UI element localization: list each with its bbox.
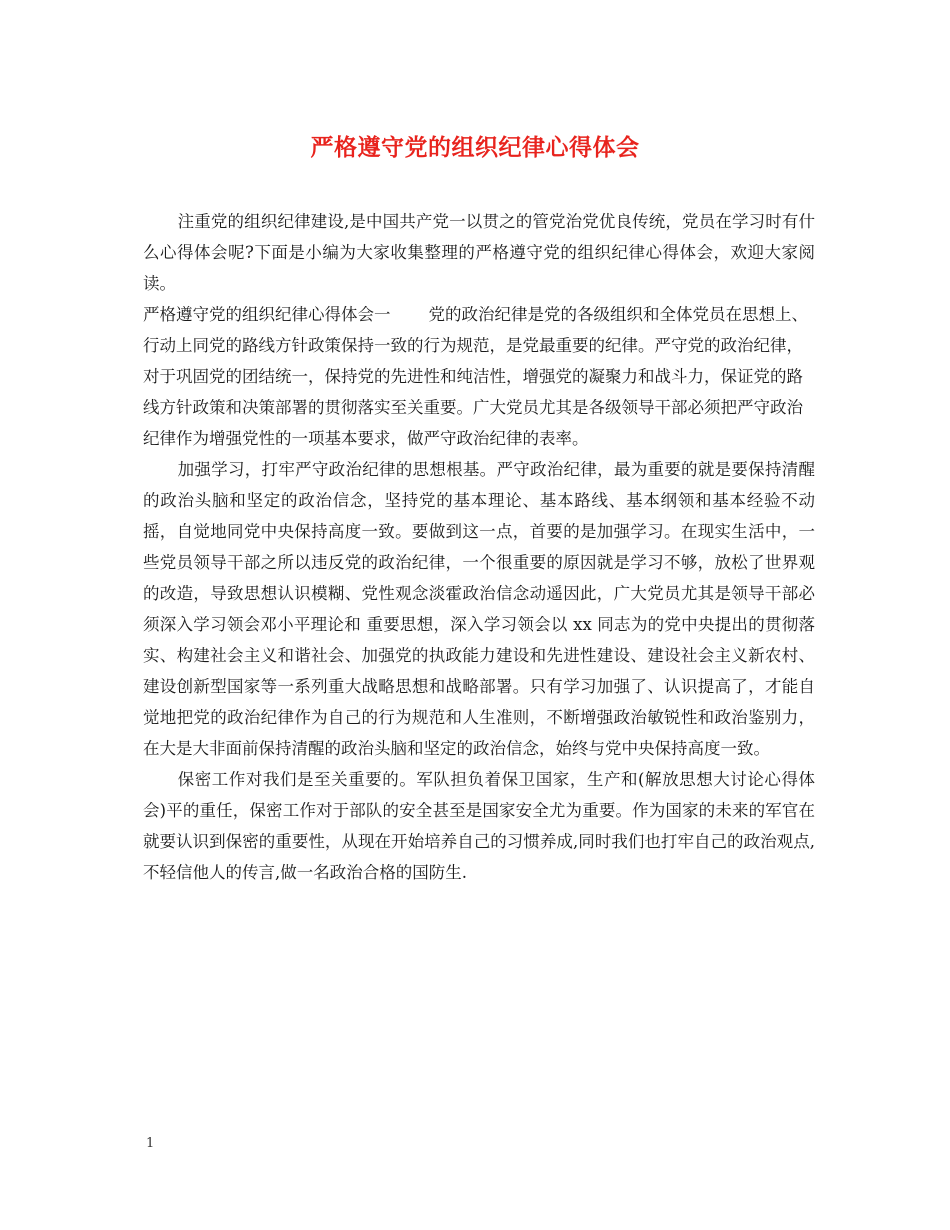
document-body — [143, 206, 815, 888]
section-heading: 严格遵守党的组织纪律心得体会一 — [143, 305, 391, 324]
section-opening-text: 党的政治纪律是党的各级组织和全体党员在思想上、行动上同党的路线方针政策保持一致的行为规范，是党最重要的纪律。严守党的政治纪律，对于巩固党的团结统一，保持党的先进性和纯洁性，增强党的凝聚力和战斗力，保证党的路线方针政策和决策部署的贯彻落实至关重要。广大党员尤其是各级领导干部必须把严守政治纪律作为增强党性的一项基本要求，做严守政治纪律的表率。 — [143, 305, 808, 448]
body-paragraph-3: 保密工作对我们是至关重要的。军队担负着保卫国家，生产和(解放思想大讨论心得体会)平的重任，保密工作对于部队的安全甚至是国家安全尤为重要。作为国家的未来的军官在就要认识到保密的重要性，从现在开始培养自己的习惯养成,同时我们也打牢自己的政治观点,不轻信他人的传言,做一名政治合格的国防生. — [143, 770, 815, 882]
section-one-paragraph — [143, 299, 815, 454]
body-paragraph-2: 加强学习，打牢严守政治纪律的思想根基。严守政治纪律，最为重要的就是要保持清醒的政治头脑和坚定的政治信念，坚持党的基本理论、基本路线、基本纲领和基本经验不动摇，自觉地同党中央保持高度一致。要做到这一点，首要的是加强学习。在现实生活中，一些党员领导干部之所以违反党的政治纪律，一个很重要的原因就是学习不够，放松了世界观的改造，导致思想认识模糊、党性观念淡霍政治信念动遥因此，广大党员尤其是领导干部必须深入学习领会邓小平理论和 重要思想，深入学习领会以 xx 同志为的党中央提出的贯彻落实、构建社会主义和谐社会、加强党的执政能力建设和先进性建设、建设社会主义新农村、建设创新型国家等一系列重大战略思想和战略部署。只有学习加强了、认识提高了，才能自觉地把党的政治纪律作为自己的行为规范和人生准则，不断增强政治敏锐性和政治鉴别力，在大是大非面前保持清醒的政治头脑和坚定的政治信念，始终与党中央保持高度一致。 — [143, 460, 815, 758]
page-number: 1 — [146, 1136, 155, 1151]
intro-paragraph: 注重党的组织纪律建设,是中国共产党一以贯之的管党治党优良传统，党员在学习时有什么心得体会呢?下面是小编为大家收集整理的严格遵守党的组织纪律心得体会，欢迎大家阅读。 — [143, 212, 815, 293]
document-title: 严格遵守党的组织纪律心得体会 — [310, 134, 640, 161]
